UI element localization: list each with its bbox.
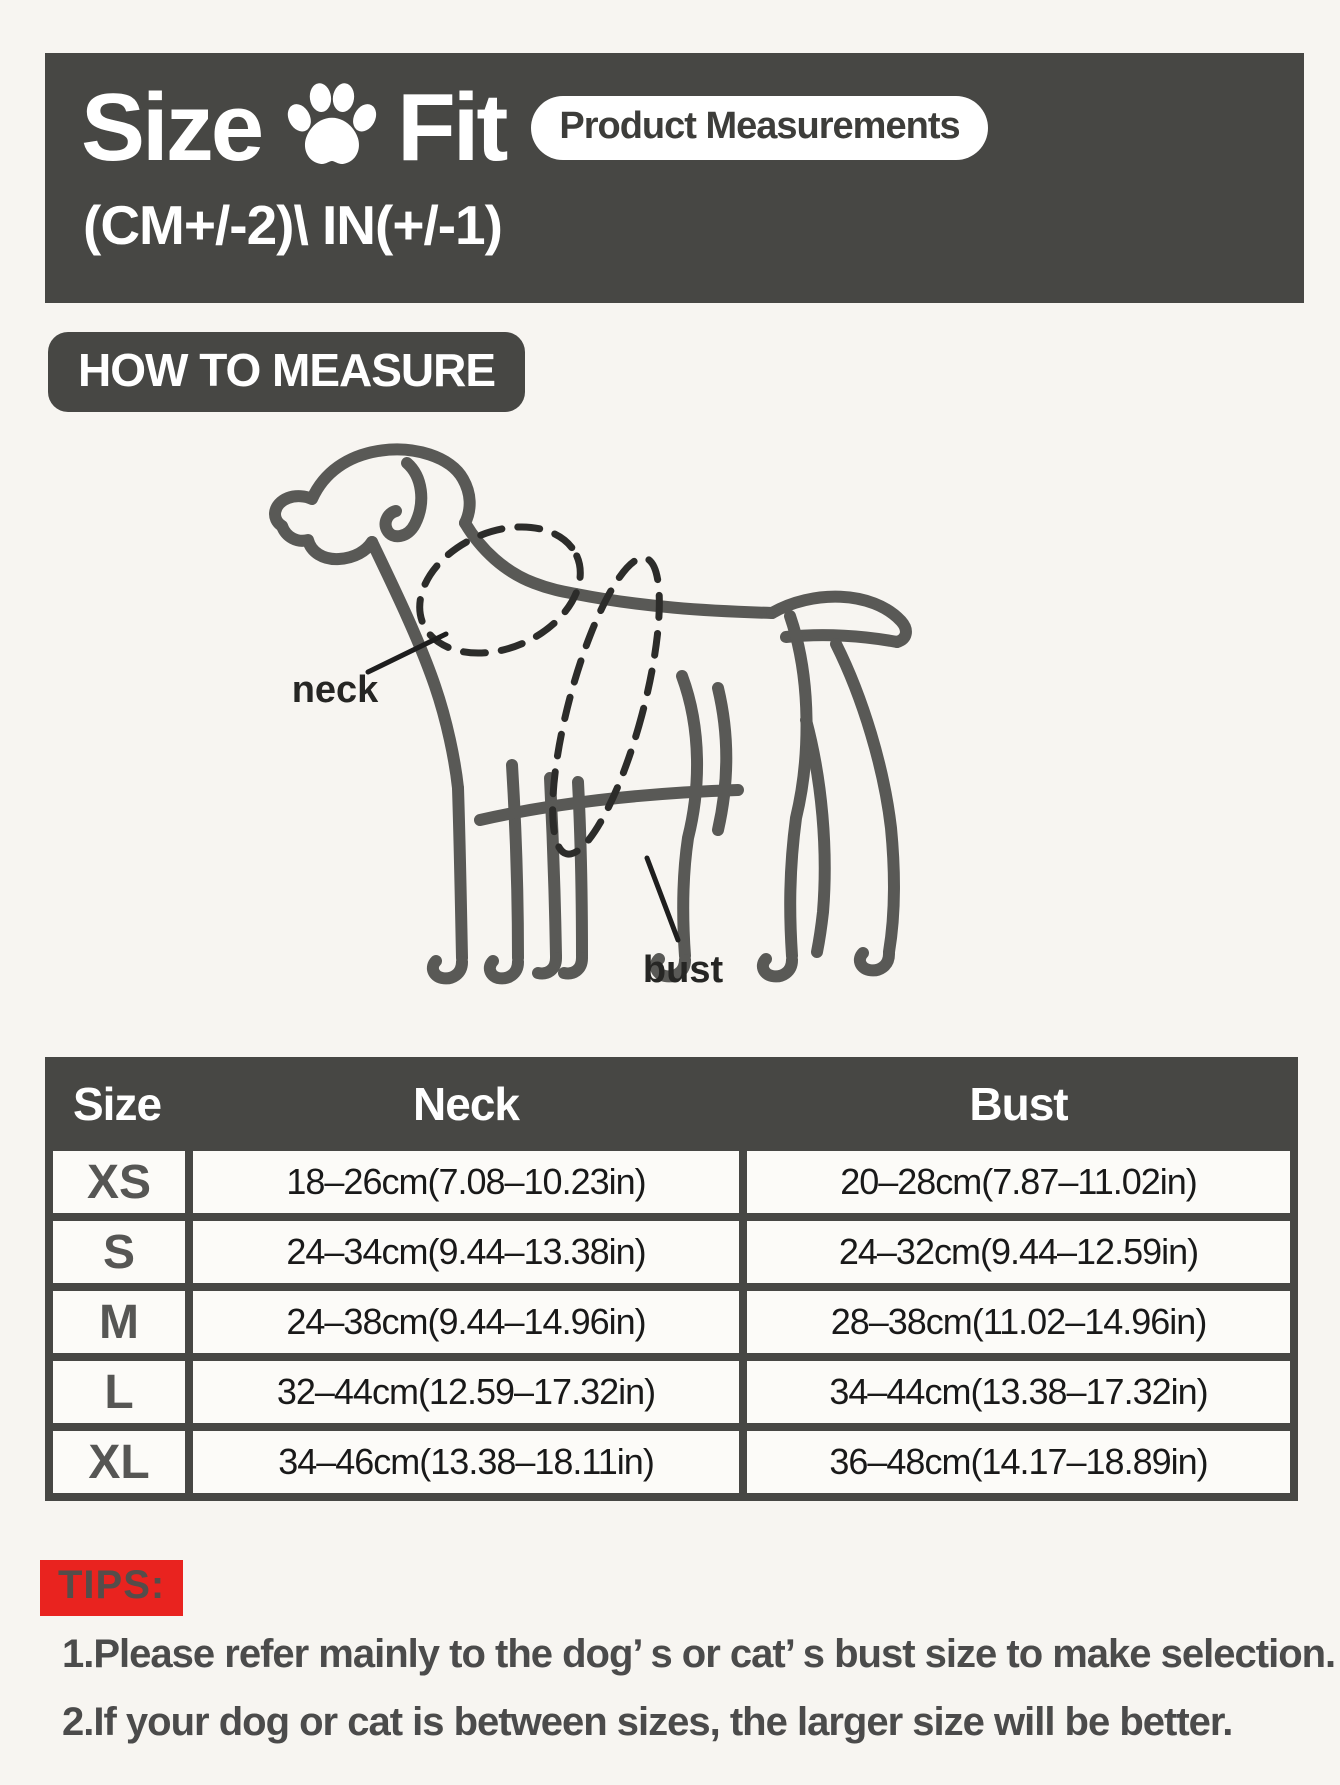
table-row-m-neck: 24–38cm(9.44–14.96in) (193, 1291, 739, 1353)
table-row-xs-neck: 18–26cm(7.08–10.23in) (193, 1151, 739, 1213)
table-row-m-bust: 28–38cm(11.02–14.96in) (747, 1291, 1290, 1353)
tolerance-note: (CM+/-2)\ IN(+/-1) (83, 194, 502, 256)
dog-outline (275, 449, 906, 978)
size-table (45, 1057, 1298, 1501)
tips-badge: TIPS: (40, 1560, 183, 1616)
dog-measure-diagram (250, 430, 950, 1000)
table-row-xl-bust: 36–48cm(14.17–18.89in) (747, 1431, 1290, 1493)
table-row-m-size: M (53, 1291, 185, 1353)
neck-pointer-line (368, 634, 446, 672)
title-fit: Fit (397, 73, 506, 181)
bust-pointer-line (647, 858, 678, 940)
how-to-measure-badge: HOW TO MEASURE (48, 332, 525, 412)
column-header-neck: Neck (193, 1065, 739, 1143)
tip-item-2: 2.If your dog or cat is between sizes, the larger size will be better. (62, 1700, 1233, 1744)
paw-icon (283, 79, 379, 176)
table-row-s-bust: 24–32cm(9.44–12.59in) (747, 1221, 1290, 1283)
table-row-l-bust: 34–44cm(13.38–17.32in) (747, 1361, 1290, 1423)
table-row-xs-bust: 20–28cm(7.87–11.02in) (747, 1151, 1290, 1213)
table-row-xl-size: XL (53, 1431, 185, 1493)
bust-label: bust (642, 949, 724, 991)
neck-label: neck (291, 669, 379, 711)
column-header-size: Size (53, 1065, 185, 1143)
tip-item-1: 1.Please refer mainly to the dog’ s or cat’ s bust size to make selection. (62, 1632, 1336, 1676)
title-row (45, 53, 1304, 181)
table-row-xs-size: XS (53, 1151, 185, 1213)
dog-illustration (250, 430, 950, 1000)
header-banner (45, 53, 1304, 303)
product-measurements-badge: Product Measurements (531, 96, 987, 160)
bust-measure-ellipse (531, 549, 682, 864)
table-row-xl-neck: 34–46cm(13.38–18.11in) (193, 1431, 739, 1493)
table-row-l-size: L (53, 1361, 185, 1423)
table-row-s-size: S (53, 1221, 185, 1283)
table-row-s-neck: 24–34cm(9.44–13.38in) (193, 1221, 739, 1283)
column-header-bust: Bust (747, 1065, 1290, 1143)
title-size: Size (81, 73, 262, 181)
table-row-l-neck: 32–44cm(12.59–17.32in) (193, 1361, 739, 1423)
